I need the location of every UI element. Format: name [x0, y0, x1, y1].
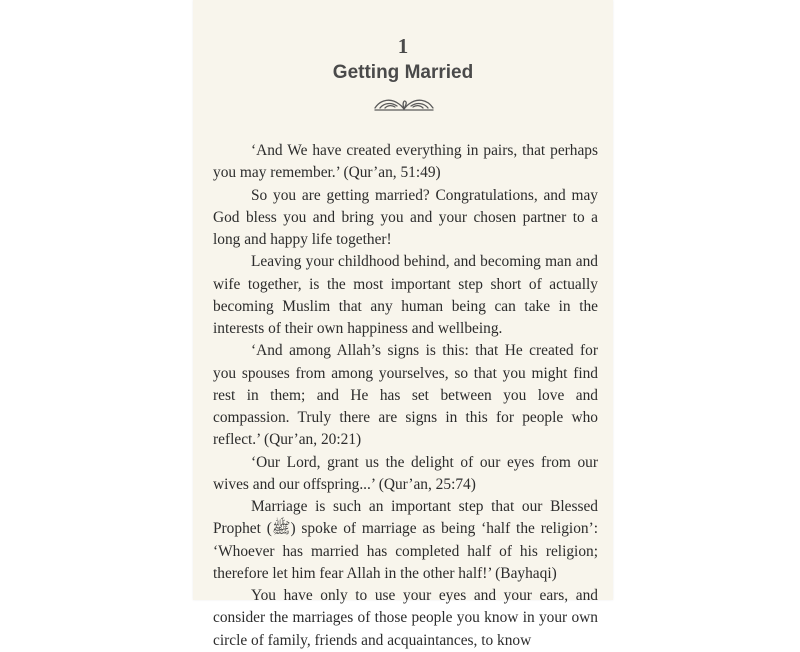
paragraph: ‘Our Lord, grant us the delight of our eyes from our wives and our offspring...’ (Qur’an, 25:74)	[213, 453, 598, 493]
paragraph: ‘And among Allah’s signs is this: that He created for you spouses from among yourselves, so that you might find rest in them; and He has set between you love and compassion. Truly there are signs in this for people who reflect.’ (Qur’an, 20:21)	[213, 342, 598, 449]
paragraph: You have only to use your eyes and your ears, and consider the marriages of those people you know in your own circle of family, friends and acquaintances, to know	[213, 587, 598, 649]
paragraph: ‘And We have created everything in pairs, that perhaps you may remember.’ (Qur’an, 51:49)	[213, 142, 598, 182]
chapter-number: 1	[397, 34, 409, 58]
chapter-title: Getting Married	[332, 62, 474, 83]
decorative-flourish-icon	[373, 93, 435, 115]
paragraph: Leaving your childhood behind, and becoming man and wife together, is the most important step short of actually becoming Muslim that any human being can take in the interests of their own happiness and wellbeing.	[213, 253, 598, 337]
chapter-body	[213, 140, 598, 652]
paragraph: So you are getting married? Congratulations, and may God bless you and bring you and your chosen partner to a long and happy life together!	[213, 186, 598, 248]
paragraph: Marriage is such an important step that our Blessed Prophet (ﷺ) spoke of marriage as being ‘half the religion’: ‘Whoever has married has completed half of his religion; therefore let him fear Allah in the other half!’ (Bayhaqi)	[213, 498, 598, 582]
book-page	[193, 0, 613, 649]
